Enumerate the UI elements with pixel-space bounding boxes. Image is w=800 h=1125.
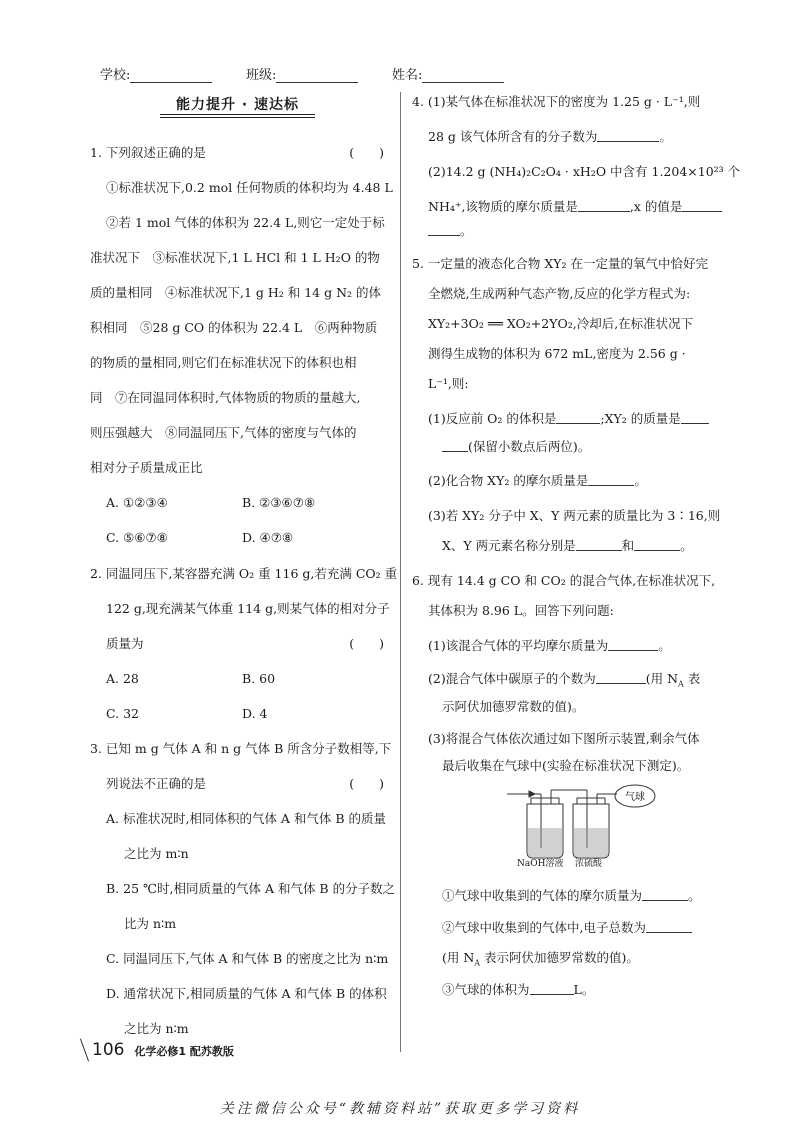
q1-line: 准状况下 ③标准状况下,1 L HCl 和 1 L H₂O 的物 — [90, 250, 380, 265]
q2-option-a[interactable]: A. 28 — [106, 671, 139, 686]
q4-text: NH₄⁺,该物质的摩尔质量是 — [428, 199, 578, 214]
footer-slash — [80, 1039, 89, 1062]
q6-text: (用 N — [442, 950, 475, 965]
q6-subscript: A — [474, 958, 481, 968]
q5-part1-cont — [442, 438, 590, 456]
q5-blank-1[interactable] — [556, 411, 600, 424]
q6-text: 。 — [658, 638, 671, 653]
q5-text: 。 — [634, 473, 647, 488]
q4-blank-2[interactable] — [578, 199, 630, 212]
section-title-text: 能力提升 · 速达标 — [175, 97, 300, 113]
q3-option-d-cont: 之比为 n∶m — [124, 1021, 189, 1036]
q1-line: ②若 1 mol 气体的体积为 22.4 L,则它一定处于标 — [106, 215, 385, 230]
q5-text: (1)反应前 O₂ 的体积是 — [428, 411, 557, 426]
q6-text: ③气球的体积为 — [442, 982, 530, 997]
q4-blank-1[interactable] — [597, 129, 659, 142]
q3-answer-paren[interactable]: ( ) — [349, 776, 384, 791]
left-column — [90, 92, 398, 1042]
q2-answer-paren[interactable]: ( ) — [349, 636, 384, 651]
q6-blank-1[interactable] — [608, 638, 658, 651]
q1-line: 则压强越大 ⑧同温同压下,气体的密度与气体的 — [90, 425, 357, 440]
q6-part2 — [428, 670, 700, 694]
q1-option-a[interactable]: A. ①②③④ — [106, 495, 168, 510]
q3-option-a[interactable]: A. 标准状况时,相同体积的气体 A 和气体 B 的质量 — [106, 811, 387, 826]
q6-blank-3[interactable] — [642, 888, 688, 901]
q6-text: (2)混合气体中碳原子的个数为 — [428, 671, 596, 686]
q2-line: 2. 同温同压下,某容器充满 O₂ 重 116 g,若充满 CO₂ 重 — [90, 566, 398, 581]
q5-blank-2-cont[interactable] — [442, 439, 468, 452]
q1-line: 质的量相同 ④标准状况下,1 g H₂ 和 14 g N₂ 的体 — [90, 285, 382, 300]
q6-line: 6. 现有 14.4 g CO 和 CO₂ 的混合气体,在标准状况下, — [412, 573, 716, 588]
q5-equation: XY₂+3O₂ ══ XO₂+2YO₂,冷却后,在标准状况下 — [428, 316, 694, 331]
q5-part2 — [428, 472, 647, 490]
naoh-liquid — [528, 828, 562, 857]
bottle-acid-label: 浓硫酸 — [575, 859, 603, 869]
school-blank[interactable] — [130, 70, 212, 83]
q6-part2-cont: 示阿伏加德罗常数的值)。 — [442, 699, 585, 714]
q4-text: 。 — [659, 129, 672, 144]
class-blank[interactable] — [276, 70, 358, 83]
q1-stem-text: 1. 下列叙述正确的是 — [90, 145, 206, 160]
class-label: 班级: — [246, 68, 277, 83]
bottle-acid-stopper — [577, 798, 605, 804]
q6-blank-2[interactable] — [596, 671, 646, 684]
q6-blank-5[interactable] — [530, 982, 574, 995]
school-field — [100, 64, 212, 83]
q4-text: 。 — [460, 223, 473, 238]
q6-text: 表 — [683, 671, 701, 686]
q1-line: 同 ⑦在同温同体积时,气体物质的物质的量越大, — [90, 390, 361, 405]
q4-line-2 — [428, 128, 672, 146]
q3-option-d[interactable]: D. 通常状况下,相同质量的气体 A 和气体 B 的体积 — [106, 986, 387, 1001]
q6-sub1 — [442, 887, 701, 905]
apparatus-figure — [505, 782, 675, 870]
q2-line: 122 g,现充满某气体重 114 g,则某气体的相对分子 — [106, 601, 390, 616]
q1-stem — [90, 144, 390, 162]
q6-text: 表示阿伏加德罗常数的值)。 — [480, 950, 639, 965]
q5-blank-3[interactable] — [588, 473, 634, 486]
book-title: 化学必修1 配苏教版 — [134, 1045, 234, 1058]
q4-line: (2)14.2 g (NH₄)₂C₂O₄ · xH₂O 中含有 1.204×10²³ 个 — [428, 164, 741, 179]
q1-option-b[interactable]: B. ②③⑥⑦⑧ — [242, 495, 316, 510]
q6-text: ②气球中收集到的气体中,电子总数为 — [442, 920, 646, 935]
q1-line: 积相同 ⑤28 g CO 的体积为 22.4 L ⑥两种物质 — [90, 320, 378, 335]
page-number: 106 — [92, 1040, 125, 1060]
q5-part1 — [428, 410, 709, 428]
q6-text: L。 — [573, 982, 595, 997]
q6-part1 — [428, 637, 671, 655]
q3-option-b[interactable]: B. 25 ℃时,相同质量的气体 A 和气体 B 的分子数之 — [106, 881, 396, 896]
q2-option-d[interactable]: D. 4 — [242, 706, 268, 721]
q4-line: 4. (1)某气体在标准状况下的密度为 1.25 g · L⁻¹,则 — [412, 94, 701, 109]
school-label: 学校: — [100, 68, 131, 83]
q6-sub2-cont — [442, 949, 639, 973]
q5-text: 。 — [680, 538, 693, 553]
q2-option-c[interactable]: C. 32 — [106, 706, 139, 721]
q5-text: 和 — [621, 538, 635, 553]
q4-blank-3-cont[interactable] — [428, 223, 460, 236]
student-info-header — [100, 64, 700, 84]
q3-option-b-cont: 比为 n∶m — [124, 916, 177, 931]
q1-option-c[interactable]: C. ⑤⑥⑦⑧ — [106, 530, 168, 545]
q6-sub2 — [442, 919, 692, 937]
q5-line: 测得生成物的体积为 672 mL,密度为 2.56 g · — [428, 346, 686, 361]
q4-line-5 — [428, 222, 473, 240]
balloon-label: 气球 — [625, 792, 645, 803]
q1-line: 的物质的量相同,则它们在标准状况下的体积也相 — [90, 355, 357, 370]
q5-text: ;XY₂ 的质量是 — [600, 411, 681, 426]
q3-option-c[interactable]: C. 同温同压下,气体 A 和气体 B 的密度之比为 n∶m — [106, 951, 389, 966]
q6-sub3 — [442, 981, 594, 999]
q4-line-4 — [428, 198, 722, 216]
q6-text: (用 N — [645, 671, 679, 686]
name-blank[interactable] — [422, 70, 504, 83]
q5-blank-2[interactable] — [681, 411, 709, 424]
q5-part3: (3)若 XY₂ 分子中 X、Y 两元素的质量比为 3∶16,则 — [428, 508, 721, 523]
q5-part3-cont — [442, 537, 693, 555]
q6-subscript: A — [678, 679, 684, 689]
q1-line: ①标准状况下,0.2 mol 任何物质的体积均为 4.48 L — [106, 180, 393, 195]
q5-line: L⁻¹,则: — [428, 376, 469, 391]
q3-option-a-cont: 之比为 m∶n — [124, 846, 189, 861]
q3-line: 列说法不正确的是 — [106, 776, 207, 791]
footer-note: 关注微信公众号“教辅资料站”获取更多学习资料 — [219, 1101, 581, 1117]
name-field — [392, 64, 504, 83]
column-divider — [400, 92, 401, 1052]
q4-blank-3[interactable] — [682, 199, 722, 212]
q6-text: ①气球中收集到的气体的摩尔质量为 — [442, 888, 643, 903]
q2-option-b[interactable]: B. 60 — [242, 671, 276, 686]
q4-text: ,x 的值是 — [629, 199, 683, 214]
q1-answer-paren[interactable]: ( ) — [349, 145, 384, 160]
q6-blank-4[interactable] — [646, 920, 692, 933]
class-field — [246, 64, 358, 83]
q3-line: 3. 已知 m g 气体 A 和 n g 气体 B 所含分子数相等,下 — [90, 741, 392, 756]
q6-part3-cont: 最后收集在气球中(实验在标准状况下测定)。 — [442, 758, 690, 773]
q1-option-d[interactable]: D. ④⑦⑧ — [242, 530, 294, 545]
name-label: 姓名: — [392, 68, 423, 83]
q1-line: 相对分子质量成正比 — [90, 460, 203, 475]
q5-text: (保留小数点后两位)。 — [468, 439, 591, 454]
q6-text: (1)该混合气体的平均摩尔质量为 — [428, 638, 609, 653]
q6-text: 。 — [688, 888, 701, 903]
q5-text: (2)化合物 XY₂ 的摩尔质量是 — [428, 473, 589, 488]
q2-last-line — [106, 635, 390, 653]
q6-part3: (3)将混合气体依次通过如下图所示装置,剩余气体 — [428, 731, 700, 746]
q6-line: 其体积为 8.96 L。回答下列问题: — [428, 603, 614, 618]
q5-line: 5. 一定量的液态化合物 XY₂ 在一定量的氧气中恰好完 — [412, 256, 709, 271]
arrow-icon — [529, 791, 535, 797]
q5-blank-5[interactable] — [634, 538, 680, 551]
acid-liquid — [574, 828, 608, 857]
q3-last-line — [106, 775, 390, 793]
q2-line: 质量为 — [106, 636, 144, 651]
page-footer — [92, 1040, 234, 1064]
bottle-naoh-label: NaOH溶液 — [517, 859, 564, 869]
q5-text: X、Y 两元素名称分别是 — [442, 538, 576, 553]
q5-line: 全燃烧,生成两种气态产物,反应的化学方程式为: — [428, 286, 691, 301]
bottle-naoh-stopper — [531, 798, 559, 804]
q5-blank-4[interactable] — [576, 538, 622, 551]
right-column — [412, 92, 741, 1042]
q4-text: 28 g 该气体所含有的分子数为 — [428, 129, 598, 144]
